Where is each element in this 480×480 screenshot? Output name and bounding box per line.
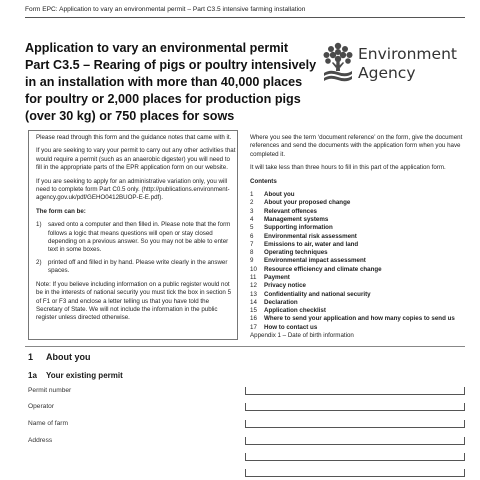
contents-item <box>250 324 470 332</box>
farm-name-field[interactable] <box>245 420 465 428</box>
contents-item <box>250 249 470 257</box>
environment-agency-logo <box>320 41 468 89</box>
security-note: Note: If you believe including information on a public register would not be in the interests of national security you must tick the box in section 5 of F1 or F3 and enclose a letter telling us that you have told the Secretary of State. We will not include the information in the public register unless directed otherwise. <box>36 280 232 322</box>
contents-item <box>250 291 470 299</box>
contents-item-label: About your proposed change <box>264 199 351 207</box>
contents-item <box>250 216 470 224</box>
contents-item-label: About you <box>264 191 295 199</box>
contents-item <box>250 315 470 323</box>
contents-item <box>250 307 470 315</box>
contents-item-number: 12 <box>250 282 257 290</box>
contents-item-label: Supporting information <box>264 224 333 232</box>
contents-item <box>250 241 470 249</box>
contents-item <box>250 233 470 241</box>
contents-item-label: How to contact us <box>264 323 318 331</box>
contents-item-label: Payment <box>264 274 290 281</box>
form-options-list <box>36 221 236 275</box>
contents-item <box>250 208 470 216</box>
contents-item <box>250 199 470 207</box>
logo-word-environment: Environment <box>358 45 457 63</box>
address-field-line-3[interactable] <box>245 469 465 477</box>
subsection-heading <box>28 371 123 380</box>
contents-item <box>250 224 470 232</box>
contents-item-label: Environmental risk assessment <box>264 232 357 240</box>
title-line: Part C3.5 – Rearing of pigs or poultry intensively <box>25 58 317 72</box>
contents-item-number: 15 <box>250 307 257 315</box>
contents-item-label: Environmental impact assessment <box>264 257 366 265</box>
title-line: Application to vary an environmental permit <box>25 41 289 55</box>
address-field-line-1[interactable] <box>245 437 465 445</box>
list-item-text: saved onto a computer and then filled in. Please note that the form follows a logic that means questions will open or stay closed depending on a previous answer. So you may not be able to enter text in some boxes. <box>48 221 231 254</box>
address-field-line-2[interactable] <box>245 453 465 461</box>
list-item-number: 2) <box>36 258 42 266</box>
contents-item-number: 14 <box>250 298 257 306</box>
contents-item-number: 10 <box>250 265 257 273</box>
contents-item <box>250 299 470 307</box>
farm-name-label: Name of farm <box>28 420 68 427</box>
list-item-text: printed off and filled in by hand. Please write clearly in the answer spaces. <box>48 258 228 275</box>
header-divider <box>25 17 465 18</box>
right-column <box>250 134 470 340</box>
contents-item-number: 17 <box>250 323 257 331</box>
contents-item-number: 9 <box>250 257 254 265</box>
contents-item-number: 7 <box>250 240 254 248</box>
address-label: Address <box>28 437 53 444</box>
time-estimate-note: It will take less than three hours to fill in this part of the application form. <box>250 164 446 172</box>
contents-item-number: 11 <box>250 274 257 281</box>
subsection-number: 1a <box>28 371 37 380</box>
contents-item-label: Emissions to air, water and land <box>264 240 359 248</box>
contents-item <box>250 191 470 199</box>
guidance-text <box>36 134 236 328</box>
contents-item-number: 5 <box>250 224 254 232</box>
contents-item-label: Relevant offences <box>264 207 317 215</box>
contents-item-label: Operating techniques <box>264 249 328 257</box>
contents-list <box>250 191 470 332</box>
permit-number-label: Permit number <box>28 387 72 394</box>
list-item <box>36 259 236 276</box>
contents-item-label: Management systems <box>264 215 329 223</box>
appendix-entry: Appendix 1 – Date of birth information <box>250 332 354 340</box>
list-item <box>36 221 236 255</box>
section-title: About you <box>46 352 91 362</box>
permit-number-field[interactable] <box>245 387 465 395</box>
contents-item-number: 8 <box>250 249 254 257</box>
contents-item-number: 1 <box>250 191 254 199</box>
operator-field[interactable] <box>245 403 465 411</box>
contents-item <box>250 282 470 290</box>
contents-item <box>250 266 470 274</box>
contents-item-label: Application checklist <box>264 307 326 315</box>
guidance-paragraph: The form can be: <box>36 207 86 215</box>
document-reference-note: Where you see the term ‘document reference’ on the form, give the document references and send the documents with the application form when you have completed it. <box>250 134 463 158</box>
logo-word-agency: Agency <box>358 64 416 82</box>
title-line: in an installation with more than 40,000 places <box>25 75 303 89</box>
title-line: for poultry or 2,000 places for production pigs <box>25 92 301 106</box>
contents-item-number: 13 <box>250 290 257 298</box>
tree-emblem-icon <box>320 41 356 85</box>
section-heading <box>28 352 91 362</box>
contents-item-number: 3 <box>250 207 254 215</box>
contents-heading: Contents <box>250 177 277 185</box>
contents-item-label: Privacy notice <box>264 282 306 290</box>
form-header: Form EPC: Application to vary an environmental permit – Part C3.5 intensive farming installation <box>25 6 306 13</box>
guidance-paragraph: Please read through this form and the guidance notes that came with it. <box>36 134 232 141</box>
contents-item-label: Confidentiality and national security <box>264 290 371 298</box>
operator-label: Operator <box>28 403 55 410</box>
contents-item-number: 2 <box>250 199 254 207</box>
contents-item-label: Declaration <box>264 298 298 306</box>
contents-item-label: Where to send your application and how many copies to send us <box>264 315 455 323</box>
guidance-paragraph: If you are seeking to vary your permit to carry out any other activities that would require a permit (such as an anaerobic digester) you will need to fill in the appropriate parts of the EPR application form on our website. <box>36 147 236 172</box>
page-title <box>25 40 325 125</box>
section-number: 1 <box>28 352 34 362</box>
section-divider <box>25 346 465 347</box>
guidance-paragraph: If you are seeking to apply for an administrative variation only, you will need to complete form Part C0.5 only. (http://publications.environment-agency.gov.uk/pdf/GEHO0412BUOP-E-E.pdf). <box>36 177 230 202</box>
list-item-number: 1) <box>36 221 42 229</box>
subsection-title: Your existing permit <box>46 371 123 380</box>
contents-item-label: Resource efficiency and climate change <box>264 265 382 273</box>
contents-item <box>250 274 470 282</box>
contents-item-number: 16 <box>250 315 257 323</box>
contents-item <box>250 257 470 265</box>
title-line: (over 30 kg) or 750 places for sows <box>25 109 235 123</box>
contents-item-number: 6 <box>250 232 254 240</box>
contents-item-number: 4 <box>250 215 254 223</box>
